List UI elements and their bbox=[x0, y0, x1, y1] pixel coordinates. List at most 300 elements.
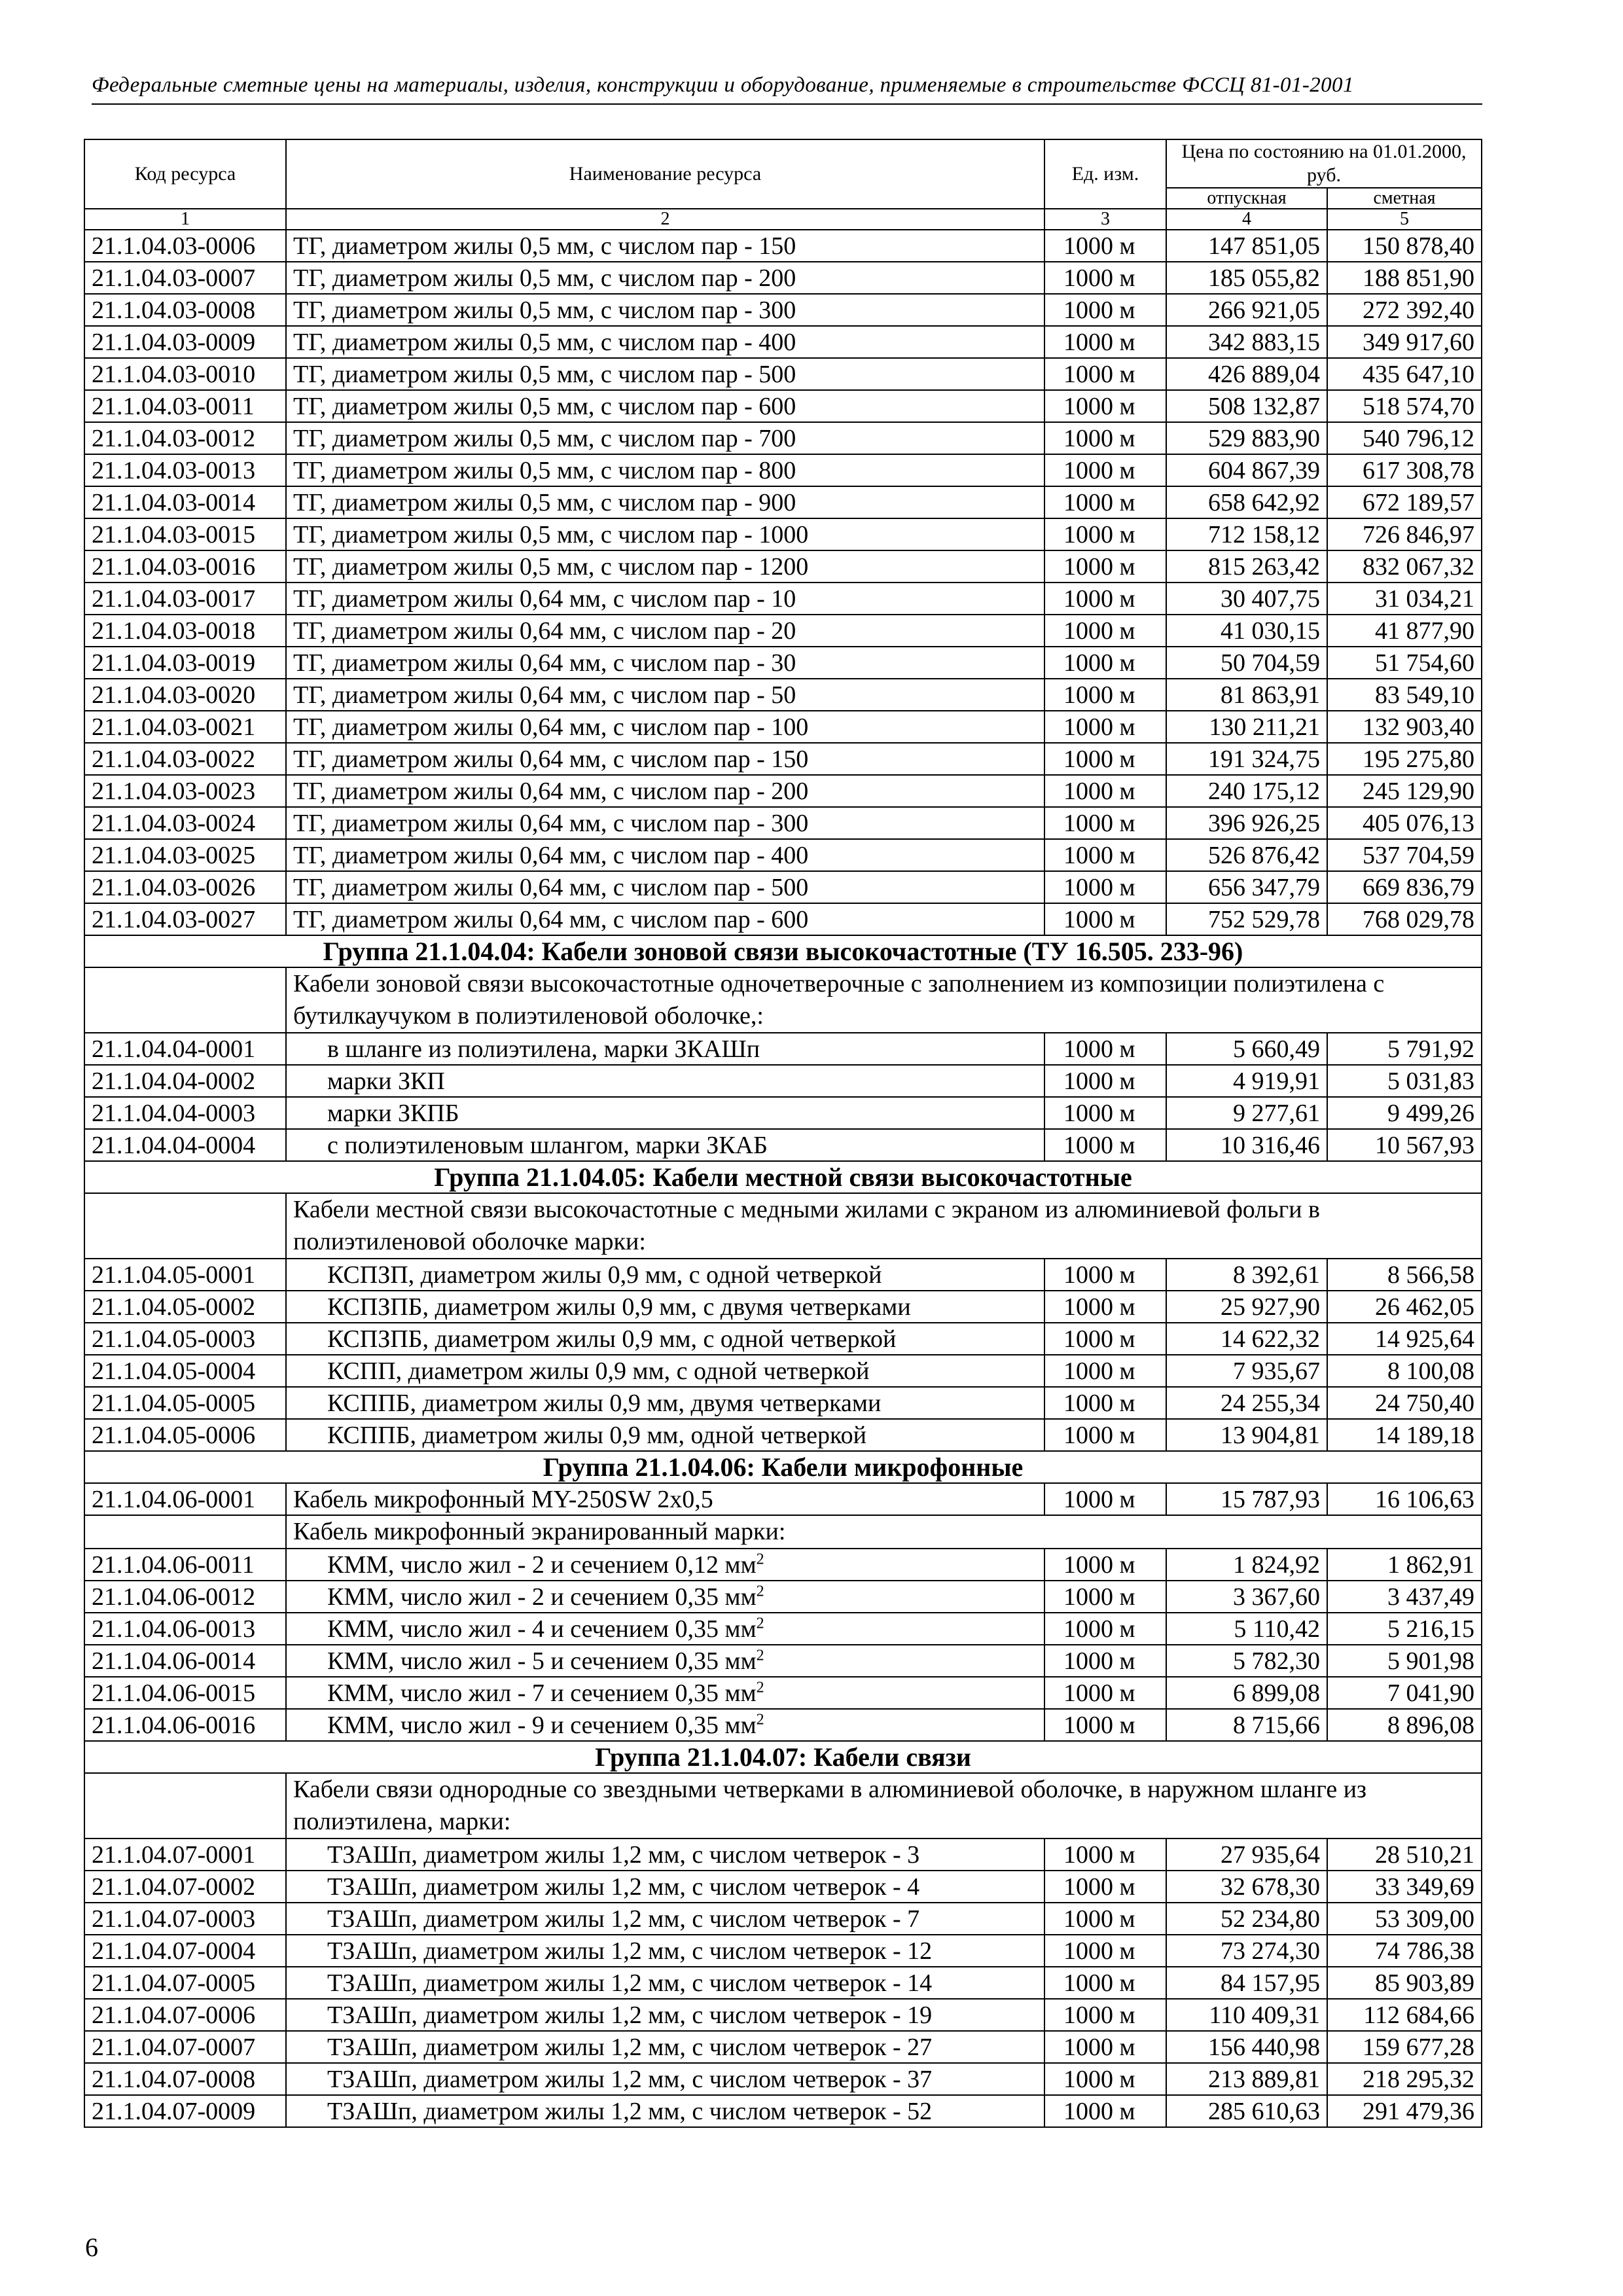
resource-name: КММ, число жил - 2 и сечением 0,12 мм bbox=[327, 1551, 757, 1579]
resource-code: 21.1.04.03-0024 bbox=[84, 807, 286, 839]
table-row bbox=[84, 1419, 1482, 1451]
resource-name-cell bbox=[286, 647, 1044, 679]
group-title: Группа 21.1.04.05: Кабели местной связи высокочастотные bbox=[84, 1161, 1482, 1193]
unit: 1000 м bbox=[1044, 807, 1166, 839]
unit: 1000 м bbox=[1044, 743, 1166, 775]
resource-name-cell bbox=[286, 294, 1044, 326]
resource-code: 21.1.04.03-0012 bbox=[84, 422, 286, 454]
resource-name: марки ЗКПБ bbox=[327, 1099, 459, 1127]
price-estimate: 10 567,93 bbox=[1327, 1129, 1482, 1161]
col-number: 2 bbox=[286, 209, 1044, 230]
resource-code: 21.1.04.04-0004 bbox=[84, 1129, 286, 1161]
price-release: 656 347,79 bbox=[1166, 871, 1327, 903]
unit: 1000 м bbox=[1044, 647, 1166, 679]
price-estimate: 188 851,90 bbox=[1327, 262, 1482, 294]
unit: 1000 м bbox=[1044, 1709, 1166, 1741]
price-estimate: 51 754,60 bbox=[1327, 647, 1482, 679]
resource-code: 21.1.04.06-0011 bbox=[84, 1549, 286, 1581]
unit: 1000 м bbox=[1044, 1935, 1166, 1967]
resource-name: ТГ, диаметром жилы 0,64 мм, с числом пар - 150 bbox=[293, 745, 809, 773]
intro-row bbox=[84, 1773, 1482, 1839]
unit: 1000 м bbox=[1044, 1033, 1166, 1065]
resource-name-cell bbox=[286, 1259, 1044, 1291]
price-table bbox=[84, 139, 1482, 2128]
resource-code: 21.1.04.03-0013 bbox=[84, 454, 286, 486]
resource-code: 21.1.04.06-0001 bbox=[84, 1483, 286, 1515]
price-release: 14 622,32 bbox=[1166, 1323, 1327, 1355]
table-row bbox=[84, 1259, 1482, 1291]
table-row bbox=[84, 1677, 1482, 1709]
price-estimate: 28 510,21 bbox=[1327, 1839, 1482, 1871]
table-row bbox=[84, 1709, 1482, 1741]
unit: 1000 м bbox=[1044, 422, 1166, 454]
unit: 1000 м bbox=[1044, 230, 1166, 262]
unit: 1000 м bbox=[1044, 1065, 1166, 1097]
col-header-price-estimate: сметная bbox=[1327, 188, 1482, 209]
resource-name: ТГ, диаметром жилы 0,5 мм, с числом пар - 1200 bbox=[293, 552, 809, 581]
resource-code: 21.1.04.07-0009 bbox=[84, 2095, 286, 2127]
price-estimate: 726 846,97 bbox=[1327, 518, 1482, 550]
resource-code: 21.1.04.04-0003 bbox=[84, 1097, 286, 1129]
intro-text: Кабели зоновой связи высокочастотные одночетверочные с заполнением из композиции полиэтилена с бутилкаучуком в полиэтиленовой оболочке,: bbox=[286, 967, 1482, 1033]
resource-code: 21.1.04.06-0012 bbox=[84, 1581, 286, 1613]
resource-name-cell bbox=[286, 1549, 1044, 1581]
resource-code: 21.1.04.05-0002 bbox=[84, 1291, 286, 1323]
unit: 1000 м bbox=[1044, 1291, 1166, 1323]
unit-superscript: 2 bbox=[756, 1646, 764, 1664]
price-release: 84 157,95 bbox=[1166, 1967, 1327, 1999]
unit: 1000 м bbox=[1044, 486, 1166, 518]
resource-name-cell bbox=[286, 454, 1044, 486]
price-release: 8 392,61 bbox=[1166, 1259, 1327, 1291]
resource-name: КСПЗПБ, диаметром жилы 0,9 мм, с двумя четверками bbox=[327, 1293, 911, 1321]
price-estimate: 14 189,18 bbox=[1327, 1419, 1482, 1451]
resource-name: КСПЗПБ, диаметром жилы 0,9 мм, с одной четверкой bbox=[327, 1325, 897, 1353]
unit: 1000 м bbox=[1044, 871, 1166, 903]
table-row bbox=[84, 390, 1482, 422]
resource-name: КСППБ, диаметром жилы 0,9 мм, двумя четверками bbox=[327, 1389, 882, 1417]
resource-name-cell bbox=[286, 1677, 1044, 1709]
unit: 1000 м bbox=[1044, 1613, 1166, 1645]
resource-name-cell bbox=[286, 583, 1044, 615]
unit-superscript: 2 bbox=[756, 1710, 764, 1728]
resource-name-cell bbox=[286, 358, 1044, 390]
resource-name: ТГ, диаметром жилы 0,64 мм, с числом пар - 300 bbox=[293, 809, 809, 837]
table-row bbox=[84, 1387, 1482, 1419]
resource-name: КММ, число жил - 4 и сечением 0,35 мм bbox=[327, 1615, 757, 1643]
price-estimate: 8 100,08 bbox=[1327, 1355, 1482, 1387]
price-estimate: 218 295,32 bbox=[1327, 2063, 1482, 2095]
price-release: 24 255,34 bbox=[1166, 1387, 1327, 1419]
price-release: 9 277,61 bbox=[1166, 1097, 1327, 1129]
unit: 1000 м bbox=[1044, 679, 1166, 711]
resource-name: ТГ, диаметром жилы 0,64 мм, с числом пар - 100 bbox=[293, 713, 809, 741]
resource-name-cell bbox=[286, 1839, 1044, 1871]
table-row bbox=[84, 647, 1482, 679]
price-release: 1 824,92 bbox=[1166, 1549, 1327, 1581]
table-row bbox=[84, 1549, 1482, 1581]
code-cell-empty bbox=[84, 1193, 286, 1259]
table-row bbox=[84, 230, 1482, 262]
price-estimate: 26 462,05 bbox=[1327, 1291, 1482, 1323]
resource-name: с полиэтиленовым шлангом, марки ЗКАБ bbox=[327, 1131, 768, 1159]
table-row bbox=[84, 1065, 1482, 1097]
resource-code: 21.1.04.03-0015 bbox=[84, 518, 286, 550]
table-row bbox=[84, 518, 1482, 550]
price-release: 752 529,78 bbox=[1166, 903, 1327, 935]
resource-code: 21.1.04.03-0023 bbox=[84, 775, 286, 807]
resource-name-cell bbox=[286, 1999, 1044, 2031]
resource-code: 21.1.04.04-0001 bbox=[84, 1033, 286, 1065]
resource-name-cell bbox=[286, 2063, 1044, 2095]
table-row bbox=[84, 1097, 1482, 1129]
price-release: 110 409,31 bbox=[1166, 1999, 1327, 2031]
intro-text: Кабель микрофонный экранированный марки: bbox=[286, 1515, 1482, 1549]
table-row bbox=[84, 2031, 1482, 2063]
resource-name: в шланге из полиэтилена, марки ЗКАШп bbox=[327, 1035, 760, 1063]
resource-name-cell bbox=[286, 230, 1044, 262]
unit-superscript: 2 bbox=[756, 1582, 764, 1600]
page-number: 6 bbox=[85, 2233, 98, 2262]
table-row bbox=[84, 1935, 1482, 1967]
unit: 1000 м bbox=[1044, 1387, 1166, 1419]
resource-name: КММ, число жил - 9 и сечением 0,35 мм bbox=[327, 1711, 757, 1739]
resource-name-cell bbox=[286, 1871, 1044, 1903]
unit: 1000 м bbox=[1044, 615, 1166, 647]
price-estimate: 1 862,91 bbox=[1327, 1549, 1482, 1581]
table-row bbox=[84, 711, 1482, 743]
intro-row bbox=[84, 967, 1482, 1033]
price-release: 130 211,21 bbox=[1166, 711, 1327, 743]
resource-name-cell bbox=[286, 1097, 1044, 1129]
unit: 1000 м bbox=[1044, 2095, 1166, 2127]
table-row bbox=[84, 1323, 1482, 1355]
price-estimate: 14 925,64 bbox=[1327, 1323, 1482, 1355]
price-estimate: 16 106,63 bbox=[1327, 1483, 1482, 1515]
price-release: 396 926,25 bbox=[1166, 807, 1327, 839]
unit: 1000 м bbox=[1044, 1419, 1166, 1451]
code-cell-empty bbox=[84, 967, 286, 1033]
resource-code: 21.1.04.06-0013 bbox=[84, 1613, 286, 1645]
resource-name: КСПП, диаметром жилы 0,9 мм, с одной четверкой bbox=[327, 1357, 870, 1385]
intro-text: Кабели связи однородные со звездными четверками в алюминиевой оболочке, в наружном шланге из полиэтилена, марки: bbox=[286, 1773, 1482, 1839]
col-header-unit: Ед. изм. bbox=[1044, 139, 1166, 209]
resource-code: 21.1.04.05-0001 bbox=[84, 1259, 286, 1291]
price-estimate: 41 877,90 bbox=[1327, 615, 1482, 647]
resource-name-cell bbox=[286, 743, 1044, 775]
table-row bbox=[84, 583, 1482, 615]
resource-code: 21.1.04.07-0007 bbox=[84, 2031, 286, 2063]
header-rule bbox=[92, 103, 1482, 105]
resource-code: 21.1.04.07-0006 bbox=[84, 1999, 286, 2031]
price-estimate: 83 549,10 bbox=[1327, 679, 1482, 711]
resource-code: 21.1.04.03-0009 bbox=[84, 326, 286, 358]
unit: 1000 м bbox=[1044, 294, 1166, 326]
resource-code: 21.1.04.07-0001 bbox=[84, 1839, 286, 1871]
resource-name: ТГ, диаметром жилы 0,64 мм, с числом пар - 600 bbox=[293, 905, 809, 933]
table-row bbox=[84, 615, 1482, 647]
table-row bbox=[84, 1999, 1482, 2031]
resource-name-cell bbox=[286, 1483, 1044, 1515]
resource-name: ТГ, диаметром жилы 0,5 мм, с числом пар - 600 bbox=[293, 392, 796, 420]
table-row bbox=[84, 294, 1482, 326]
resource-name: ТГ, диаметром жилы 0,5 мм, с числом пар - 700 bbox=[293, 424, 796, 452]
table-row bbox=[84, 486, 1482, 518]
table-row bbox=[84, 2063, 1482, 2095]
group-heading-row bbox=[84, 1741, 1482, 1773]
price-release: 13 904,81 bbox=[1166, 1419, 1327, 1451]
unit: 1000 м bbox=[1044, 1999, 1166, 2031]
price-release: 50 704,59 bbox=[1166, 647, 1327, 679]
resource-name-cell bbox=[286, 1645, 1044, 1677]
resource-name-cell bbox=[286, 422, 1044, 454]
resource-name: ТГ, диаметром жилы 0,64 мм, с числом пар - 500 bbox=[293, 873, 809, 901]
resource-code: 21.1.04.03-0027 bbox=[84, 903, 286, 935]
price-release: 5 782,30 bbox=[1166, 1645, 1327, 1677]
resource-name-cell bbox=[286, 1903, 1044, 1935]
table-row bbox=[84, 839, 1482, 871]
table-row bbox=[84, 2095, 1482, 2127]
table-body bbox=[84, 230, 1482, 2127]
resource-code: 21.1.04.06-0015 bbox=[84, 1677, 286, 1709]
resource-name-cell bbox=[286, 326, 1044, 358]
price-release: 73 274,30 bbox=[1166, 1935, 1327, 1967]
price-release: 604 867,39 bbox=[1166, 454, 1327, 486]
table-row bbox=[84, 422, 1482, 454]
group-heading-row bbox=[84, 1451, 1482, 1483]
price-release: 342 883,15 bbox=[1166, 326, 1327, 358]
price-release: 526 876,42 bbox=[1166, 839, 1327, 871]
resource-code: 21.1.04.03-0006 bbox=[84, 230, 286, 262]
table-row bbox=[84, 807, 1482, 839]
resource-name: КСПЗП, диаметром жилы 0,9 мм, с одной четверкой bbox=[327, 1261, 882, 1289]
resource-name: КММ, число жил - 2 и сечением 0,35 мм bbox=[327, 1583, 757, 1611]
unit: 1000 м bbox=[1044, 775, 1166, 807]
resource-name: ТЗАШп, диаметром жилы 1,2 мм, с числом четверок - 4 bbox=[327, 1873, 920, 1901]
price-estimate: 518 574,70 bbox=[1327, 390, 1482, 422]
unit: 1000 м bbox=[1044, 1097, 1166, 1129]
price-release: 426 889,04 bbox=[1166, 358, 1327, 390]
unit: 1000 м bbox=[1044, 1839, 1166, 1871]
intro-text: Кабели местной связи высокочастотные с медными жилами с экраном из алюминиевой фольги в полиэтиленовой оболочке марки: bbox=[286, 1193, 1482, 1259]
price-release: 15 787,93 bbox=[1166, 1483, 1327, 1515]
price-estimate: 8 566,58 bbox=[1327, 1259, 1482, 1291]
resource-name: ТГ, диаметром жилы 0,5 мм, с числом пар - 150 bbox=[293, 232, 796, 260]
price-release: 25 927,90 bbox=[1166, 1291, 1327, 1323]
price-estimate: 5 901,98 bbox=[1327, 1645, 1482, 1677]
resource-code: 21.1.04.05-0005 bbox=[84, 1387, 286, 1419]
price-release: 529 883,90 bbox=[1166, 422, 1327, 454]
unit: 1000 м bbox=[1044, 903, 1166, 935]
resource-name-cell bbox=[286, 550, 1044, 583]
price-release: 213 889,81 bbox=[1166, 2063, 1327, 2095]
resource-name: ТГ, диаметром жилы 0,5 мм, с числом пар - 500 bbox=[293, 360, 796, 388]
table-row bbox=[84, 1871, 1482, 1903]
price-release: 5 110,42 bbox=[1166, 1613, 1327, 1645]
price-estimate: 24 750,40 bbox=[1327, 1387, 1482, 1419]
resource-name: КСППБ, диаметром жилы 0,9 мм, одной четверкой bbox=[327, 1421, 866, 1449]
resource-name: ТЗАШп, диаметром жилы 1,2 мм, с числом четверок - 14 bbox=[327, 1969, 933, 1997]
price-estimate: 195 275,80 bbox=[1327, 743, 1482, 775]
table-row bbox=[84, 1355, 1482, 1387]
resource-code: 21.1.04.03-0007 bbox=[84, 262, 286, 294]
price-release: 6 899,08 bbox=[1166, 1677, 1327, 1709]
resource-name: ТГ, диаметром жилы 0,64 мм, с числом пар - 30 bbox=[293, 649, 796, 677]
resource-name: марки ЗКП bbox=[327, 1067, 445, 1095]
unit-superscript: 2 bbox=[756, 1678, 764, 1696]
price-estimate: 9 499,26 bbox=[1327, 1097, 1482, 1129]
table-row bbox=[84, 1613, 1482, 1645]
price-release: 10 316,46 bbox=[1166, 1129, 1327, 1161]
price-estimate: 8 896,08 bbox=[1327, 1709, 1482, 1741]
resource-code: 21.1.04.03-0025 bbox=[84, 839, 286, 871]
resource-name-cell bbox=[286, 1129, 1044, 1161]
resource-code: 21.1.04.05-0006 bbox=[84, 1419, 286, 1451]
price-estimate: 435 647,10 bbox=[1327, 358, 1482, 390]
resource-name: ТЗАШп, диаметром жилы 1,2 мм, с числом четверок - 27 bbox=[327, 2033, 933, 2061]
unit: 1000 м bbox=[1044, 518, 1166, 550]
resource-code: 21.1.04.05-0003 bbox=[84, 1323, 286, 1355]
unit: 1000 м bbox=[1044, 1129, 1166, 1161]
resource-code: 21.1.04.03-0018 bbox=[84, 615, 286, 647]
resource-code: 21.1.04.03-0020 bbox=[84, 679, 286, 711]
page-header: Федеральные сметные цены на материалы, изделия, конструкции и оборудование, применяемые в строительстве ФССЦ 81-01-2001 bbox=[92, 73, 1354, 97]
price-estimate: 3 437,49 bbox=[1327, 1581, 1482, 1613]
resource-name: ТГ, диаметром жилы 0,5 мм, с числом пар - 1000 bbox=[293, 520, 809, 548]
unit: 1000 м bbox=[1044, 262, 1166, 294]
table-row bbox=[84, 454, 1482, 486]
resource-name-cell bbox=[286, 2031, 1044, 2063]
price-estimate: 5 031,83 bbox=[1327, 1065, 1482, 1097]
unit: 1000 м bbox=[1044, 454, 1166, 486]
resource-code: 21.1.04.07-0003 bbox=[84, 1903, 286, 1935]
price-estimate: 537 704,59 bbox=[1327, 839, 1482, 871]
resource-name: ТГ, диаметром жилы 0,64 мм, с числом пар - 400 bbox=[293, 841, 809, 869]
table-row bbox=[84, 1839, 1482, 1871]
resource-name: ТГ, диаметром жилы 0,5 мм, с числом пар - 400 bbox=[293, 328, 796, 356]
table-row bbox=[84, 1291, 1482, 1323]
resource-name: ТЗАШп, диаметром жилы 1,2 мм, с числом четверок - 37 bbox=[327, 2065, 933, 2093]
resource-name-cell bbox=[286, 262, 1044, 294]
price-estimate: 832 067,32 bbox=[1327, 550, 1482, 583]
unit: 1000 м bbox=[1044, 1549, 1166, 1581]
price-estimate: 5 216,15 bbox=[1327, 1613, 1482, 1645]
resource-code: 21.1.04.03-0014 bbox=[84, 486, 286, 518]
price-release: 81 863,91 bbox=[1166, 679, 1327, 711]
resource-name-cell bbox=[286, 390, 1044, 422]
table-row bbox=[84, 326, 1482, 358]
resource-name-cell bbox=[286, 1581, 1044, 1613]
resource-name: ТГ, диаметром жилы 0,64 мм, с числом пар - 10 bbox=[293, 584, 796, 613]
price-release: 27 935,64 bbox=[1166, 1839, 1327, 1871]
group-heading-row bbox=[84, 1161, 1482, 1193]
resource-name: ТГ, диаметром жилы 0,5 мм, с числом пар - 200 bbox=[293, 264, 796, 292]
table-row bbox=[84, 903, 1482, 935]
resource-name: КММ, число жил - 5 и сечением 0,35 мм bbox=[327, 1647, 757, 1675]
unit: 1000 м bbox=[1044, 1259, 1166, 1291]
price-estimate: 272 392,40 bbox=[1327, 294, 1482, 326]
price-estimate: 617 308,78 bbox=[1327, 454, 1482, 486]
price-estimate: 540 796,12 bbox=[1327, 422, 1482, 454]
resource-name-cell bbox=[286, 711, 1044, 743]
table-row bbox=[84, 743, 1482, 775]
resource-name-cell bbox=[286, 1065, 1044, 1097]
resource-code: 21.1.04.03-0011 bbox=[84, 390, 286, 422]
price-release: 5 660,49 bbox=[1166, 1033, 1327, 1065]
price-release: 712 158,12 bbox=[1166, 518, 1327, 550]
price-release: 4 919,91 bbox=[1166, 1065, 1327, 1097]
price-estimate: 31 034,21 bbox=[1327, 583, 1482, 615]
resource-name: ТЗАШп, диаметром жилы 1,2 мм, с числом четверок - 7 bbox=[327, 1905, 920, 1933]
resource-name-cell bbox=[286, 807, 1044, 839]
group-title: Группа 21.1.04.06: Кабели микрофонные bbox=[84, 1451, 1482, 1483]
price-release: 266 921,05 bbox=[1166, 294, 1327, 326]
table-row bbox=[84, 1581, 1482, 1613]
resource-code: 21.1.04.03-0008 bbox=[84, 294, 286, 326]
price-release: 240 175,12 bbox=[1166, 775, 1327, 807]
table-row bbox=[84, 550, 1482, 583]
resource-code: 21.1.04.06-0016 bbox=[84, 1709, 286, 1741]
table-row bbox=[84, 775, 1482, 807]
unit: 1000 м bbox=[1044, 839, 1166, 871]
group-heading-row bbox=[84, 935, 1482, 967]
resource-name-cell bbox=[286, 486, 1044, 518]
table-row bbox=[84, 1967, 1482, 1999]
price-estimate: 85 903,89 bbox=[1327, 1967, 1482, 1999]
unit: 1000 м bbox=[1044, 1483, 1166, 1515]
price-estimate: 53 309,00 bbox=[1327, 1903, 1482, 1935]
price-release: 32 678,30 bbox=[1166, 1871, 1327, 1903]
price-estimate: 112 684,66 bbox=[1327, 1999, 1482, 2031]
resource-code: 21.1.04.06-0014 bbox=[84, 1645, 286, 1677]
resource-name-cell bbox=[286, 871, 1044, 903]
group-title: Группа 21.1.04.04: Кабели зоновой связи высокочастотные (ТУ 16.505. 233-96) bbox=[84, 935, 1482, 967]
table-row bbox=[84, 1645, 1482, 1677]
price-release: 508 132,87 bbox=[1166, 390, 1327, 422]
price-release: 147 851,05 bbox=[1166, 230, 1327, 262]
price-estimate: 245 129,90 bbox=[1327, 775, 1482, 807]
price-estimate: 768 029,78 bbox=[1327, 903, 1482, 935]
resource-name: ТЗАШп, диаметром жилы 1,2 мм, с числом четверок - 52 bbox=[327, 2097, 933, 2125]
price-estimate: 291 479,36 bbox=[1327, 2095, 1482, 2127]
col-number: 4 bbox=[1166, 209, 1327, 230]
resource-name: ТГ, диаметром жилы 0,5 мм, с числом пар - 800 bbox=[293, 456, 796, 484]
unit: 1000 м bbox=[1044, 1645, 1166, 1677]
price-release: 41 030,15 bbox=[1166, 615, 1327, 647]
resource-code: 21.1.04.03-0022 bbox=[84, 743, 286, 775]
resource-code: 21.1.04.04-0002 bbox=[84, 1065, 286, 1097]
resource-name-cell bbox=[286, 839, 1044, 871]
price-estimate: 349 917,60 bbox=[1327, 326, 1482, 358]
price-release: 191 324,75 bbox=[1166, 743, 1327, 775]
col-header-name: Наименование ресурса bbox=[286, 139, 1044, 209]
price-estimate: 672 189,57 bbox=[1327, 486, 1482, 518]
unit: 1000 м bbox=[1044, 326, 1166, 358]
unit: 1000 м bbox=[1044, 2031, 1166, 2063]
resource-name: ТГ, диаметром жилы 0,64 мм, с числом пар - 200 bbox=[293, 777, 809, 805]
intro-row bbox=[84, 1515, 1482, 1549]
price-release: 8 715,66 bbox=[1166, 1709, 1327, 1741]
unit: 1000 м bbox=[1044, 1355, 1166, 1387]
code-cell-empty bbox=[84, 1515, 286, 1549]
price-estimate: 669 836,79 bbox=[1327, 871, 1482, 903]
unit: 1000 м bbox=[1044, 1323, 1166, 1355]
resource-name: ТГ, диаметром жилы 0,64 мм, с числом пар - 50 bbox=[293, 681, 796, 709]
resource-code: 21.1.04.03-0019 bbox=[84, 647, 286, 679]
resource-name-cell bbox=[286, 1355, 1044, 1387]
code-cell-empty bbox=[84, 1773, 286, 1839]
price-estimate: 405 076,13 bbox=[1327, 807, 1482, 839]
